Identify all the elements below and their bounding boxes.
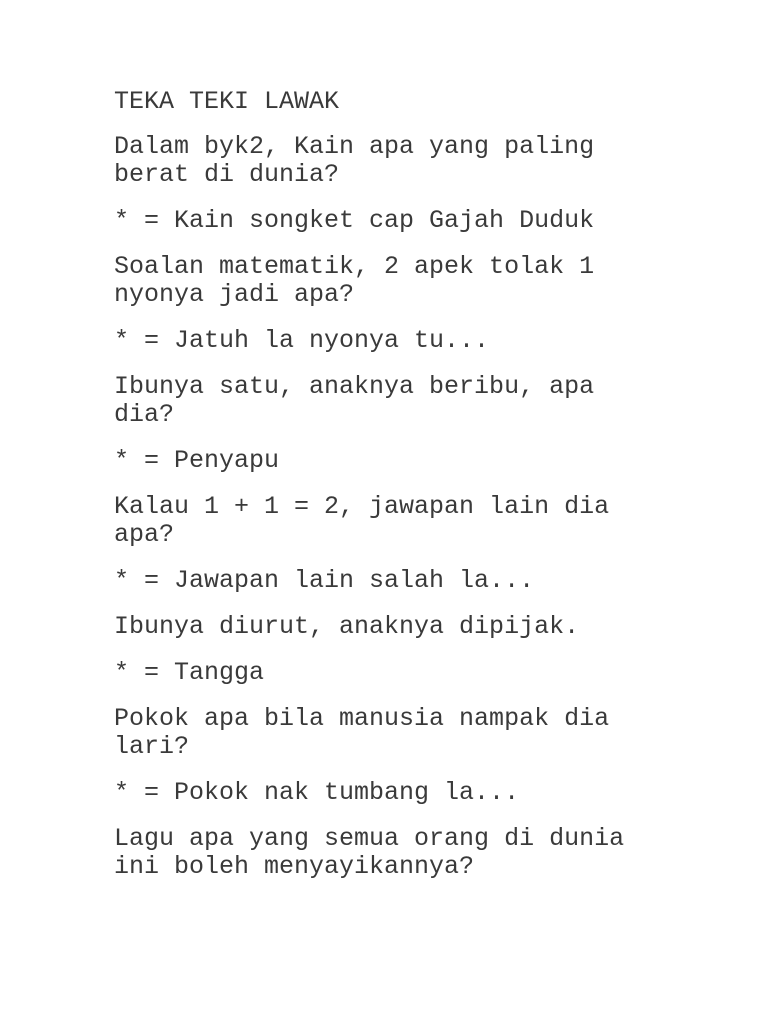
riddle-answer: * = Pokok nak tumbang la... xyxy=(114,778,520,807)
riddle-answer: * = Penyapu xyxy=(114,446,280,475)
riddle-answer: * = Kain songket cap Gajah Duduk xyxy=(114,206,595,235)
riddle-question: Dalam byk2, Kain apa yang paling berat di dunia? xyxy=(114,132,595,189)
riddle-answer: * = Tangga xyxy=(114,658,265,687)
riddle-question: Lagu apa yang semua orang di dunia ini boleh menyayikannya? xyxy=(114,824,625,881)
riddle-question: Ibunya satu, anaknya beribu, apa dia? xyxy=(114,372,595,429)
riddle-question: Soalan matematik, 2 apek tolak 1 nyonya jadi apa? xyxy=(114,252,595,309)
riddle-question: Pokok apa bila manusia nampak dia lari? xyxy=(114,704,610,761)
riddle-question: Kalau 1 + 1 = 2, jawapan lain dia apa? xyxy=(114,492,610,549)
document-page xyxy=(114,88,714,899)
riddle-answer: * = Jatuh la nyonya tu... xyxy=(114,326,490,355)
riddle-question: Ibunya diurut, anaknya dipijak. xyxy=(114,612,580,641)
document-title: TEKA TEKI LAWAK xyxy=(114,87,340,116)
riddle-answer: * = Jawapan lain salah la... xyxy=(114,566,535,595)
